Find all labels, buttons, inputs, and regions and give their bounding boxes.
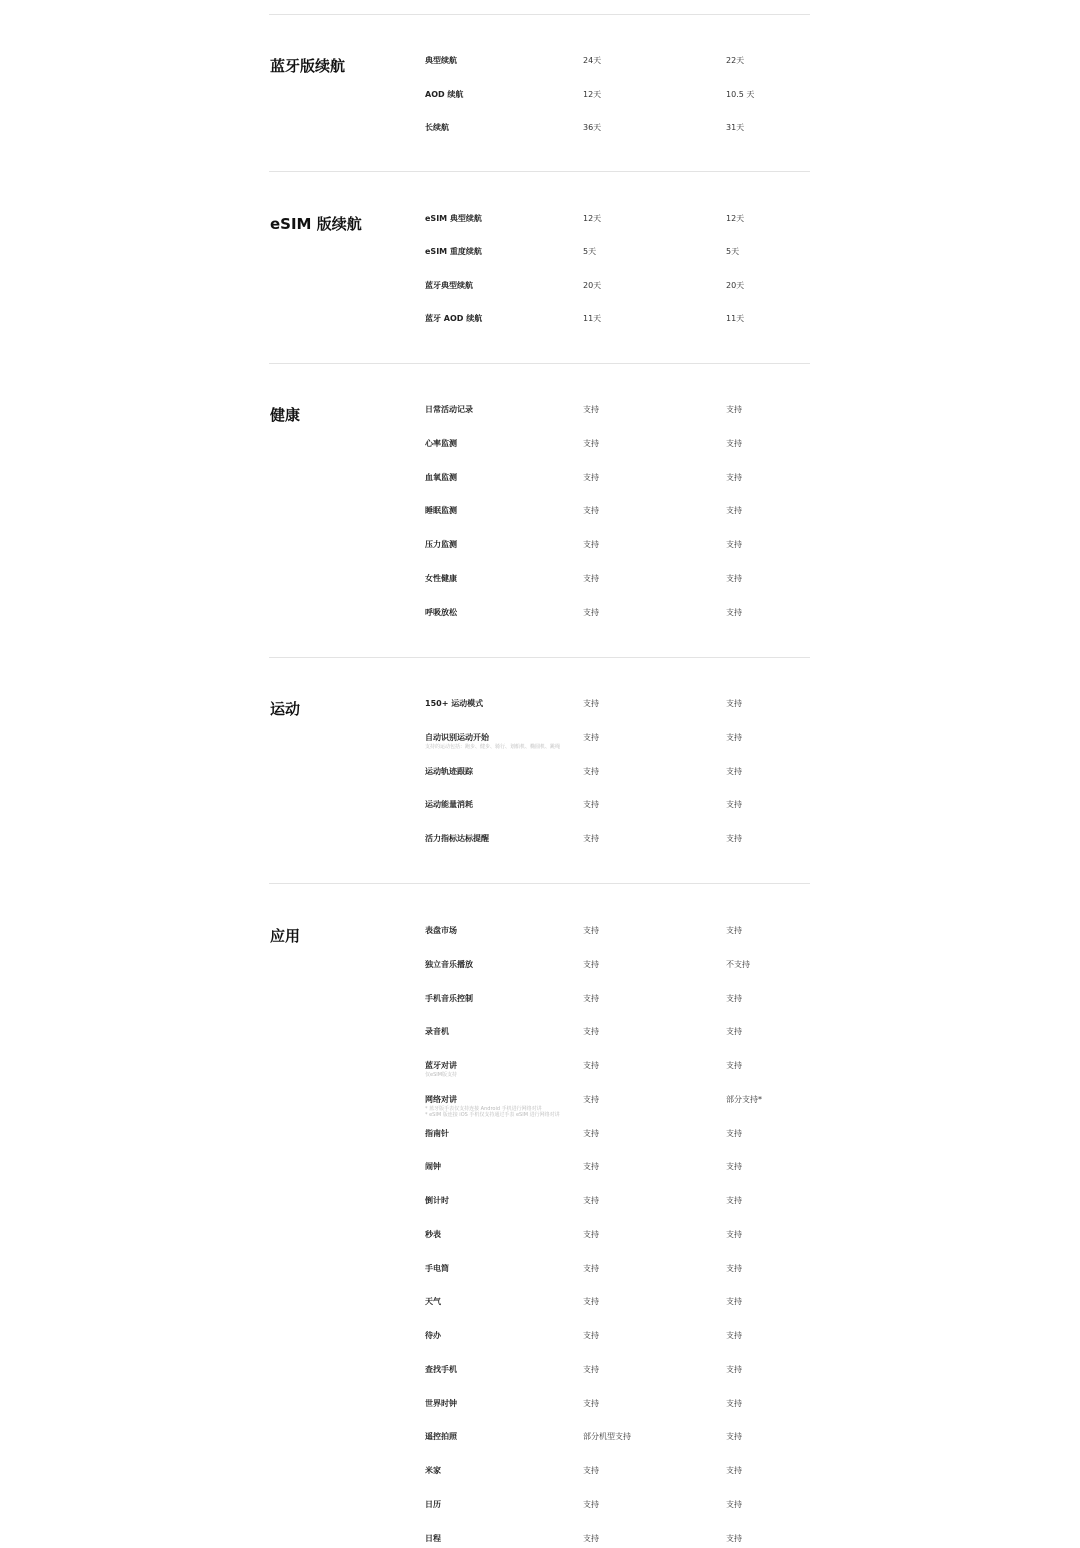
section-divider — [269, 657, 810, 658]
model-1-value: 支持 — [583, 1399, 599, 1408]
feature-label: 录音机 — [425, 1027, 449, 1036]
model-1-value: 支持 — [583, 994, 599, 1003]
model-1-value: 支持 — [583, 1027, 599, 1036]
spec-row — [0, 1431, 1080, 1445]
section-title: 蓝牙版续航 — [270, 57, 346, 75]
feature-label: 150+ 运动模式 — [425, 699, 484, 708]
spec-row — [0, 1330, 1080, 1344]
section-title: 健康 — [270, 406, 301, 424]
spec-row — [0, 280, 1080, 294]
feature-label: 运动能量消耗 — [425, 800, 473, 809]
model-2-value: 支持 — [726, 699, 742, 708]
feature-label: 独立音乐播放 — [425, 960, 473, 969]
model-1-value: 支持 — [583, 767, 599, 776]
model-1-value: 部分机型支持 — [583, 1432, 631, 1441]
model-2-value: 支持 — [726, 1365, 742, 1374]
spec-row — [0, 404, 1080, 418]
model-1-value: 支持 — [583, 699, 599, 708]
model-2-value: 31天 — [726, 123, 745, 132]
section-divider — [269, 883, 810, 884]
model-2-value: 11天 — [726, 314, 745, 323]
spec-row — [0, 607, 1080, 621]
model-1-value: 支持 — [583, 733, 599, 742]
spec-row — [0, 1364, 1080, 1378]
spec-row — [0, 1195, 1080, 1209]
feature-label: 查找手机 — [425, 1365, 457, 1374]
model-2-value: 支持 — [726, 1500, 742, 1509]
feature-label: 典型续航 — [425, 56, 457, 65]
spec-row — [0, 89, 1080, 103]
model-1-value: 支持 — [583, 800, 599, 809]
feature-label: 待办 — [425, 1331, 441, 1340]
model-1-value: 支持 — [583, 1331, 599, 1340]
feature-label: 遥控拍照 — [425, 1432, 457, 1441]
model-1-value: 支持 — [583, 926, 599, 935]
spec-row — [0, 1296, 1080, 1310]
model-2-value: 支持 — [726, 574, 742, 583]
model-1-value: 20天 — [583, 281, 602, 290]
model-1-value: 支持 — [583, 1297, 599, 1306]
spec-row — [0, 213, 1080, 227]
model-1-value: 支持 — [583, 834, 599, 843]
feature-label: 米家 — [425, 1466, 441, 1475]
model-2-value: 支持 — [726, 405, 742, 414]
model-2-value: 22天 — [726, 56, 745, 65]
model-2-value: 支持 — [726, 1162, 742, 1171]
spec-row — [0, 539, 1080, 553]
footnote: * eSIM 版连接 iOS 手机仅支持通过手表 eSIM 进行网络对讲 — [425, 1112, 560, 1118]
model-1-value: 支持 — [583, 1095, 599, 1104]
spec-row — [0, 799, 1080, 813]
model-2-value: 支持 — [726, 1399, 742, 1408]
model-2-value: 支持 — [726, 800, 742, 809]
model-1-value: 支持 — [583, 1534, 599, 1543]
feature-label: 睡眠监测 — [425, 506, 457, 515]
spec-row — [0, 438, 1080, 452]
spec-row — [0, 246, 1080, 260]
model-1-value: 支持 — [583, 1162, 599, 1171]
model-2-value: 支持 — [726, 1027, 742, 1036]
model-2-value: 支持 — [726, 733, 742, 742]
spec-row — [0, 1026, 1080, 1040]
model-1-value: 支持 — [583, 608, 599, 617]
model-2-value: 5天 — [726, 247, 740, 256]
feature-label: 血氧监测 — [425, 473, 457, 482]
feature-label: 蓝牙 AOD 续航 — [425, 314, 483, 323]
spec-row — [0, 1161, 1080, 1175]
model-1-value: 支持 — [583, 1129, 599, 1138]
spec-row — [0, 313, 1080, 327]
feature-label: 蓝牙对讲 — [425, 1061, 457, 1070]
model-1-value: 11天 — [583, 314, 602, 323]
model-2-value: 支持 — [726, 439, 742, 448]
section-divider — [269, 171, 810, 172]
model-2-value: 支持 — [726, 1466, 742, 1475]
feature-label: 倒计时 — [425, 1196, 449, 1205]
feature-label: 活力指标达标提醒 — [425, 834, 489, 843]
section-divider — [269, 363, 810, 364]
feature-label: 秒表 — [425, 1230, 441, 1239]
footnote: * 蓝牙版手表仅支持连接 Android 手机进行网络对讲 — [425, 1106, 542, 1112]
spec-row — [0, 1229, 1080, 1243]
feature-label: AOD 续航 — [425, 90, 464, 99]
model-2-value: 支持 — [726, 926, 742, 935]
model-2-value: 支持 — [726, 767, 742, 776]
model-1-value: 支持 — [583, 1196, 599, 1205]
spec-row — [0, 55, 1080, 69]
spec-row — [0, 472, 1080, 486]
spec-row — [0, 925, 1080, 939]
feature-label: 心率监测 — [425, 439, 457, 448]
spec-row — [0, 1499, 1080, 1513]
feature-label: 长续航 — [425, 123, 449, 132]
model-1-value: 支持 — [583, 506, 599, 515]
section-title: 运动 — [270, 700, 301, 718]
model-1-value: 支持 — [583, 1230, 599, 1239]
model-2-value: 部分支持* — [726, 1095, 762, 1104]
model-2-value: 支持 — [726, 608, 742, 617]
model-2-value: 支持 — [726, 1230, 742, 1239]
model-1-value: 支持 — [583, 540, 599, 549]
section-divider — [269, 14, 810, 15]
feature-label: 压力监测 — [425, 540, 457, 549]
model-2-value: 支持 — [726, 834, 742, 843]
model-2-value: 支持 — [726, 540, 742, 549]
feature-label: 女性健康 — [425, 574, 457, 583]
spec-row — [0, 698, 1080, 712]
feature-label: 天气 — [425, 1297, 441, 1306]
model-2-value: 10.5 天 — [726, 90, 755, 99]
spec-row — [0, 573, 1080, 587]
model-2-value: 支持 — [726, 994, 742, 1003]
feature-label: eSIM 典型续航 — [425, 214, 482, 223]
feature-label: eSIM 重度续航 — [425, 247, 482, 256]
feature-label: 手机音乐控制 — [425, 994, 473, 1003]
feature-label: 网络对讲 — [425, 1095, 457, 1104]
model-2-value: 不支持 — [726, 960, 750, 969]
model-1-value: 支持 — [583, 405, 599, 414]
model-2-value: 20天 — [726, 281, 745, 290]
model-1-value: 支持 — [583, 1365, 599, 1374]
feature-label: 表盘市场 — [425, 926, 457, 935]
model-2-value: 12天 — [726, 214, 745, 223]
model-1-value: 支持 — [583, 1500, 599, 1509]
feature-label: 蓝牙典型续航 — [425, 281, 473, 290]
model-2-value: 支持 — [726, 1061, 742, 1070]
footnote: 仅eSIM版支持 — [425, 1072, 458, 1078]
feature-label: 世界时钟 — [425, 1399, 457, 1408]
feature-label: 日历 — [425, 1500, 441, 1509]
model-1-value: 5天 — [583, 247, 597, 256]
model-1-value: 12天 — [583, 214, 602, 223]
model-1-value: 支持 — [583, 1264, 599, 1273]
feature-label: 运动轨迹跟踪 — [425, 767, 473, 776]
spec-row — [0, 1465, 1080, 1479]
model-1-value: 支持 — [583, 1061, 599, 1070]
model-1-value: 支持 — [583, 1466, 599, 1475]
spec-row — [0, 1533, 1080, 1547]
model-1-value: 支持 — [583, 574, 599, 583]
spec-row — [0, 505, 1080, 519]
spec-row — [0, 766, 1080, 780]
model-2-value: 支持 — [726, 1432, 742, 1441]
feature-label: 手电筒 — [425, 1264, 449, 1273]
spec-row — [0, 833, 1080, 847]
section-title: eSIM 版续航 — [270, 215, 362, 233]
model-2-value: 支持 — [726, 1331, 742, 1340]
feature-label: 日常活动记录 — [425, 405, 473, 414]
spec-row — [0, 1128, 1080, 1142]
model-1-value: 支持 — [583, 439, 599, 448]
feature-label: 日程 — [425, 1534, 441, 1543]
section-title: 应用 — [270, 927, 301, 945]
model-2-value: 支持 — [726, 473, 742, 482]
feature-label: 呼吸放松 — [425, 608, 457, 617]
footnote: 支持的运动包括：跑步、健步、骑行、划船机、椭圆机、跳绳 — [425, 744, 561, 750]
feature-label: 自动识别运动开始 — [425, 733, 489, 742]
spec-row — [0, 959, 1080, 973]
spec-row — [0, 1398, 1080, 1412]
spec-row — [0, 993, 1080, 1007]
model-1-value: 支持 — [583, 960, 599, 969]
feature-label: 指南针 — [425, 1129, 449, 1138]
model-2-value: 支持 — [726, 1534, 742, 1543]
model-1-value: 24天 — [583, 56, 602, 65]
model-2-value: 支持 — [726, 1297, 742, 1306]
spec-row — [0, 122, 1080, 136]
spec-row — [0, 1060, 1080, 1074]
feature-label: 闹钟 — [425, 1162, 441, 1171]
model-2-value: 支持 — [726, 506, 742, 515]
model-2-value: 支持 — [726, 1196, 742, 1205]
model-2-value: 支持 — [726, 1264, 742, 1273]
model-1-value: 12天 — [583, 90, 602, 99]
model-2-value: 支持 — [726, 1129, 742, 1138]
spec-row — [0, 1263, 1080, 1277]
model-1-value: 36天 — [583, 123, 602, 132]
model-1-value: 支持 — [583, 473, 599, 482]
